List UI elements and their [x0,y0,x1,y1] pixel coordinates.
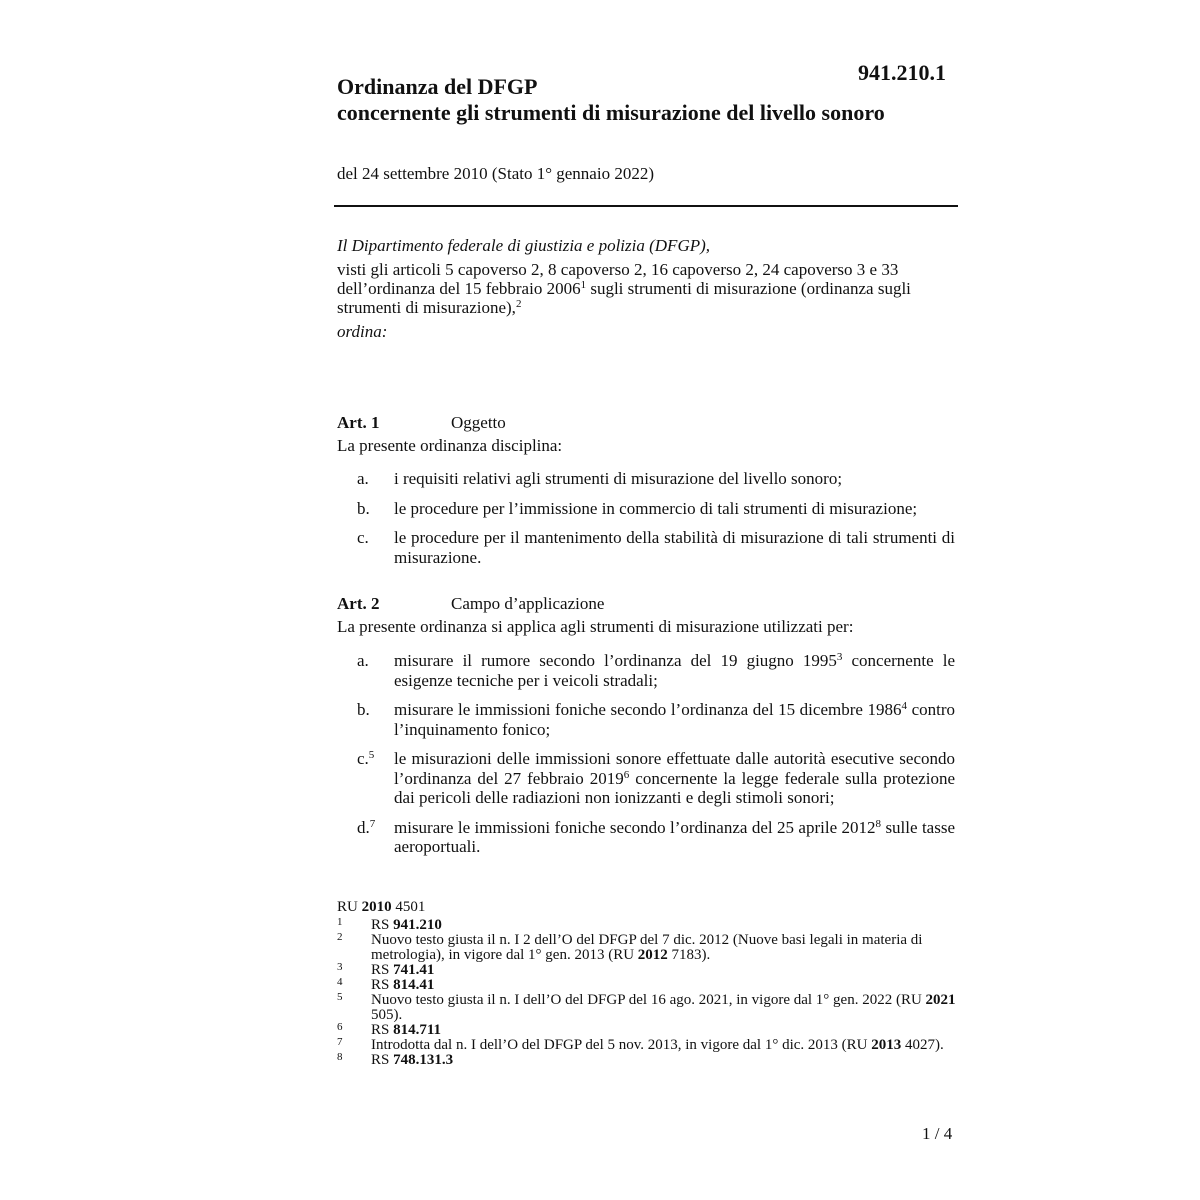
list-item: c. le procedure per il mantenimento della stabilità di misurazione di tali strumenti di misurazione. [357,528,955,567]
footnote-ref-7[interactable]: 7 [369,817,376,830]
article-1-number: Art. 1 [337,413,380,432]
article-1-header [337,413,955,455]
list-marker: b. [357,498,370,518]
article-2-heading: Campo d’applicazione [451,594,605,613]
footnote-ref-4[interactable]: 4 [901,700,907,712]
article-2-number: Art. 2 [337,594,380,613]
list-item: b. le procedure per l’immissione in commercio di tali strumenti di misurazione; [357,498,918,518]
document-number: 941.210.1 [858,60,946,85]
footnote: 2 Nuovo testo giusta il n. I 2 dell’O del DFGP del 7 dic. 2012 (Nuove basi legali in materia di metrologia), in vigore dal 1° gen. 2013 (RU 2012 7183). [337,931,923,963]
article-2-intro: La presente ordinanza si applica agli strumenti di misurazione utilizzati per: [337,617,854,636]
title-line-1: Ordinanza del DFGP [337,74,538,99]
footnote: 4 RS 814.41 [337,976,435,993]
footnote: 7 Introdotta dal n. I dell’O del DFGP del 5 nov. 2013, in vigore dal 1° dic. 2013 (RU 2013 4027). [337,1036,944,1053]
official-compilation-ref: RU 2010 4501 [337,899,426,915]
list-item: c.$^5$ le misurazioni delle immissioni sonore effettuate dalle autorità esecutive secondo l’ordinanza del 27 febbraio 2019$^6$ concernente la legge federale sulla protezione dai pericoli delle radiazioni non ionizzanti e degli stimoli sonori; [357,749,955,807]
footnote: 1 RS 941.210 [337,916,442,933]
list-marker: b. [357,700,370,719]
header-divider [334,205,958,207]
preamble [337,236,955,341]
article-2-list [357,651,955,867]
footnote-ref-3[interactable]: 3 [836,651,843,663]
list-item: a. i requisiti relativi agli strumenti di misurazione del livello sonoro; [357,469,843,488]
preamble-text: visti gli articoli 5 capoverso 2, 8 capoverso 2, 16 capoverso 2, 24 capoverso 3 e 33 dell’ordinanza del 15 febbraio 2006$^1$ sugli strumenti di misurazione (ordinanza sugli strumenti di misurazione),$^2$ [337,260,911,317]
footnote-ref-6[interactable]: 6 [623,768,630,781]
article-1-list [357,469,955,577]
list-marker: a. [357,651,369,670]
footnote-ref-2[interactable]: 2 [515,298,522,310]
list-item: d.$^7$ misurare le immissioni foniche secondo l’ordinanza del 25 aprile 2012$^8$ sulle tasse aeroportuali. [357,817,955,856]
preamble-ordina: ordina: [337,322,388,341]
document-title [337,74,885,126]
title-line-2: concernente gli strumenti di misurazione del livello sonoro [337,100,885,125]
footnote-ref-5[interactable]: 5 [368,749,375,761]
footnote: 8 RS 748.131.3 [337,1051,454,1068]
list-item: a. misurare il rumore secondo l’ordinanza del 19 giugno 1995$^3$ concernente le esigenze tecniche per i veicoli stradali; [357,651,955,690]
article-2-header [337,594,955,636]
article-1-heading: Oggetto [451,413,506,432]
list-marker: a. [357,469,369,488]
preamble-authority: Il Dipartimento federale di giustizia e polizia (DFGP), [337,236,711,255]
list-item: b. misurare le immissioni foniche secondo l’ordinanza del 15 dicembre 1986$^4$ contro l’inquinamento fonico; [357,700,955,739]
page-number: 1 / 4 [922,1124,953,1143]
list-marker: c. [357,528,369,547]
list-marker: c.$^5$ [357,749,375,768]
footnote: 6 RS 814.711 [337,1021,442,1038]
footnote: 5 Nuovo testo giusta il n. I dell’O del DFGP del 16 ago. 2021, in vigore dal 1° gen. 2022 (RU 2021 505). [337,991,956,1023]
list-marker: d.$^7$ [357,817,376,837]
article-1-intro: La presente ordinanza disciplina: [337,436,563,455]
footnote: 3 RS 741.41 [337,961,435,978]
footnote-ref-8[interactable]: 8 [875,817,882,830]
footnotes [337,900,957,1068]
footnote-ref-1[interactable]: 1 [580,279,587,291]
document-date: del 24 settembre 2010 (Stato 1° gennaio 2022) [337,164,654,183]
